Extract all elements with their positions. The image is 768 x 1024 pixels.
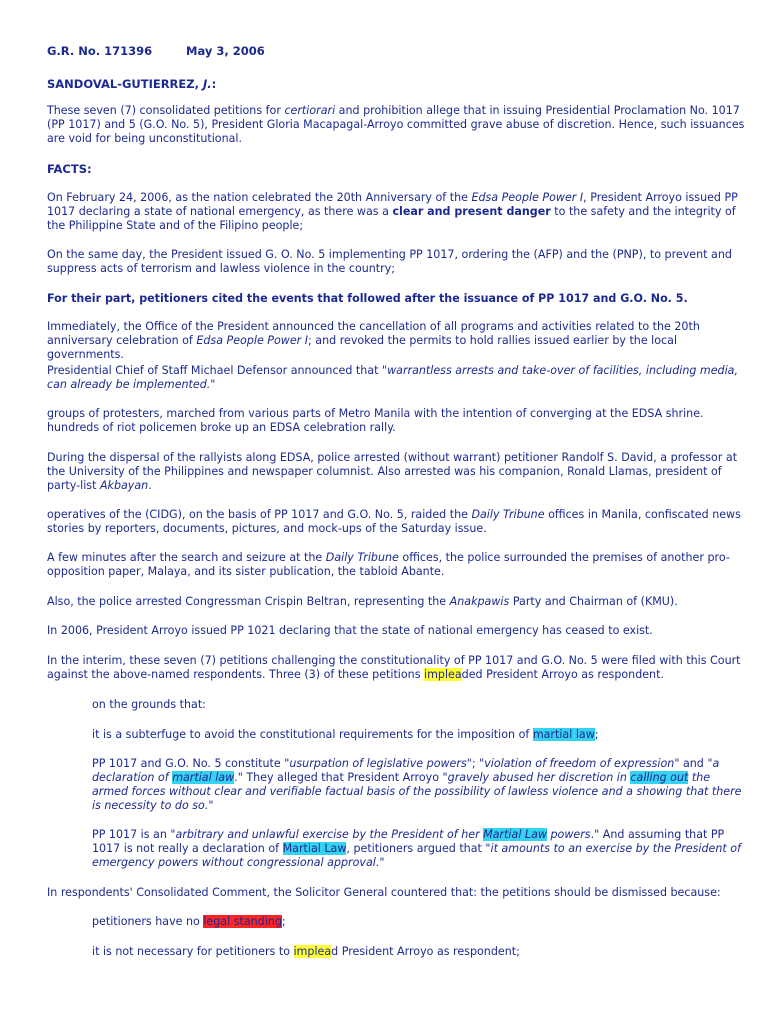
ground-1: it is a subterfuge to avoid the constitutional requirements for the imposition of martial law; [92,728,599,741]
facts-paragraph-2: On the same day, the President issued G. O. No. 5 implementing PP 1017, ordering the (AFP) and the (PNP), to prevent and suppress acts of terrorism and lawless violence in the country; [47,248,732,275]
grounds-intro: on the grounds that: [92,698,206,711]
respondent-ground-1: petitioners have no legal standing; [92,915,286,928]
highlight-martial-law: martial law [532,728,595,741]
facts-paragraph-6: groups of protesters, marched from various parts of Metro Manila with the intention of converging at the EDSA shrine. hundreds of riot policemen broke up an EDSA celebration rally. [47,407,704,434]
ground-3: PP 1017 is an "arbitrary and unlawful exercise by the President of her Martial Law powers." And assuming that PP 1017 is not really a declaration of Martial Law, petitioners argued that "it amounts to an exercise by the President of emergency powers without congressional approval." [92,828,741,869]
ponente: SANDOVAL-GUTIERREZ, J.: [47,77,217,91]
facts-paragraph-1: On February 24, 2006, as the nation celebrated the 20th Anniversary of the Edsa People Power I, President Arroyo issued PP 1017 declaring a state of national emergency, as there was a clear and present danger to the safety and the integrity of the Philippine State and of the Filipino people; [47,191,738,232]
facts-paragraph-10: Also, the police arrested Congressman Crispin Beltran, representing the Anakpawis Party and Chairman of (KMU). [47,595,678,608]
highlight-impleaded: implea [424,668,462,681]
facts-heading: FACTS: [47,162,92,176]
ground-2: PP 1017 and G.O. No. 5 constitute "usurpation of legislative powers"; "violation of freedom of expression" and "a declaration of martial law." They alleged that President Arroyo "gravely abused her discretion in calling out the armed forces without clear and verifiable factual basis of the possibility of lawless violence and a showing that there is necessity to do so." [92,757,742,812]
facts-paragraph-8: operatives of the (CIDG), on the basis of PP 1017 and G.O. No. 5, raided the Daily Tribune offices in Manila, confiscated news stories by reporters, documents, pictures, and mock-ups of the Saturday issue. [47,508,741,535]
highlight-calling-out: calling out [630,771,689,784]
case-header [47,44,747,58]
highlight-martial-law: Martial Law [282,842,347,855]
highlight-implead: implea [293,945,332,958]
decision-date: May 3, 2006 [186,44,265,58]
facts-paragraph-4: Immediately, the Office of the President announced the cancellation of all programs and activities related to the 20th anniversary celebration of Edsa People Power I; and revoked the permits to hold rallies issued earlier by the local governments. [47,320,700,361]
facts-paragraph-9: A few minutes after the search and seizure at the Daily Tribune offices, the police surrounded the premises of another pro-opposition paper, Malaya, and its sister publication, the tabloid Abante. [47,551,730,578]
highlight-martial-law: Martial Law [483,828,547,841]
gr-number: G.R. No. 171396 [47,44,153,58]
facts-paragraph-7: During the dispersal of the rallyists along EDSA, police arrested (without warrant) petitioner Randolf S. David, a professor at the University of the Philippines and newspaper columnist. Also arrested was his companion, Ronald Llamas, president of party-list Akbayan. [47,451,738,492]
highlight-legal-standing: legal standing [203,915,282,928]
facts-paragraph-3: For their part, petitioners cited the events that followed after the issuance of PP 1017 and G.O. No. 5. [47,292,688,305]
respondents-paragraph: In respondents' Consolidated Comment, the Solicitor General countered that: the petitions should be dismissed because: [47,886,721,899]
highlight-martial-law: martial law [172,771,235,784]
facts-paragraph-12: In the interim, these seven (7) petitions challenging the constitutionality of PP 1017 and G.O. No. 5 were filed with this Court against the above-named respondents. Three (3) of these petitions impleaded President Arroyo as respondent. [47,654,741,681]
intro-paragraph: These seven (7) consolidated petitions for certiorari and prohibition allege that in issuing Presidential Proclamation No. 1017 (PP 1017) and 5 (G.O. No. 5), President Gloria Macapagal-Arroyo committed grave abuse of discretion. Hence, such issuances are void for being unconstitutional. [47,104,745,145]
facts-paragraph-5: Presidential Chief of Staff Michael Defensor announced that "warrantless arrests and take-over of facilities, including media, can already be implemented." [47,364,738,391]
respondent-ground-2: it is not necessary for petitioners to implead President Arroyo as respondent; [92,945,520,958]
facts-paragraph-11: In 2006, President Arroyo issued PP 1021 declaring that the state of national emergency has ceased to exist. [47,624,653,637]
